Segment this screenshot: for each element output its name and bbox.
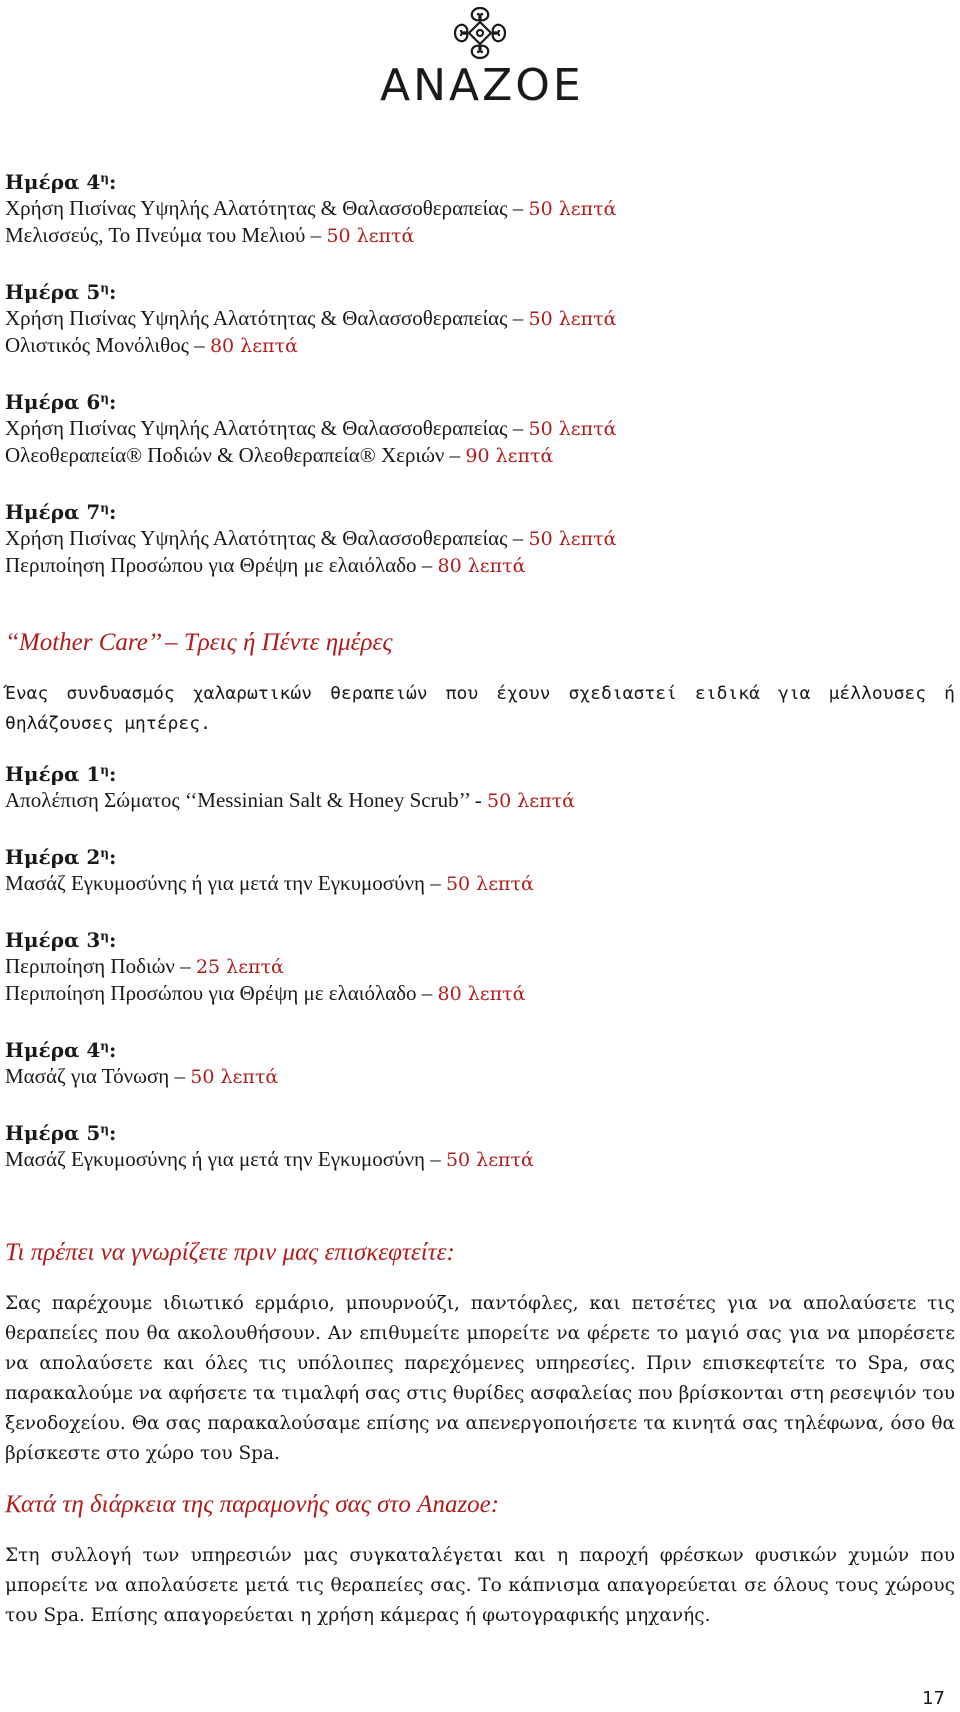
treatment-name: Μασάζ Εγκυμοσύνης ή για μετά την Εγκυμοσύνη –: [5, 871, 446, 895]
day-label: Ημέρα 6: [5, 390, 101, 414]
treatment-duration: 50 λεπτά: [445, 1149, 534, 1171]
day-ordinal: η: [100, 1039, 109, 1053]
treatment-duration: 90 λεπτά: [465, 445, 554, 467]
treatment-name: Περιποίηση Ποδιών –: [5, 954, 196, 978]
day-heading: [5, 495, 955, 525]
treatment-name: Χρήση Πισίνας Υψηλής Αλατότητας & Θαλασσοθεραπείας –: [5, 416, 529, 440]
treatment-row: [5, 525, 955, 552]
treatment-row: [5, 415, 955, 442]
treatment-row: [5, 953, 955, 980]
day-heading: [5, 1116, 955, 1146]
treatment-duration: 25 λεπτά: [195, 956, 284, 978]
day-ordinal: η: [100, 501, 109, 515]
program-days: [5, 165, 955, 579]
day-label: Ημέρα 5: [5, 1121, 101, 1145]
treatment-duration: 50 λεπτά: [487, 790, 575, 812]
treatment-row: [5, 222, 955, 249]
before-visit-title: Τι πρέπει να γνωρίζετε πριν μας επισκεφτείτε:: [5, 1239, 455, 1266]
day-colon: :: [109, 1121, 117, 1145]
day-ordinal: η: [100, 1122, 109, 1136]
treatment-name: Περιποίηση Προσώπου για Θρέψη με ελαιόλαδο –: [5, 553, 438, 577]
during-stay-title: Κατά τη διάρκεια της παραμονής σας στο Anazoe:: [5, 1491, 500, 1518]
treatment-name: Μελισσεύς, Το Πνεύμα του Μελιού –: [5, 223, 327, 247]
treatment-row: [5, 870, 955, 897]
treatment-duration: 50 λεπτά: [445, 873, 534, 895]
day-ordinal: η: [100, 929, 109, 943]
treatment-name: Μασάζ Εγκυμοσύνης ή για μετά την Εγκυμοσύνη –: [5, 1147, 446, 1171]
treatment-duration: 80 λεπτά: [437, 555, 526, 577]
day-colon: :: [109, 170, 117, 194]
day-colon: :: [109, 390, 117, 414]
treatment-row: [5, 305, 955, 332]
mother-care-days: [5, 757, 955, 1173]
day-heading: [5, 923, 955, 953]
before-visit-text: Σας παρέχουμε ιδιωτικό ερμάριο, μπουρνούζι, παντόφλες, και πετσέτες για να απολαύσετε τις θεραπείες που θα ακολουθήσουν. Αν επιθυμείτε μπορείτε να φέρετε το μαγιό σας για να μπορέσετε να απολαύσετε και όλες τις υπόλοιπες παρεχόμενες υπηρεσίες. Πριν επισκεφτείτε το Spa, σας παρακαλούμε να αφήσετε τα τιμαλφή σας στις θυρίδες ασφαλείας που βρίσκονται στη ρεσεψιόν του ξενοδοχείου. Θα σας παρακαλούσαμε επίσης να απενεργοποιήσετε τα κινητά σας τηλέφωνα, όσο θα βρίσκεστε στο χώρο του Spa.: [5, 1293, 955, 1464]
treatment-duration: 50 λεπτά: [326, 225, 415, 247]
day-heading: [5, 840, 955, 870]
day-heading: [5, 757, 955, 787]
day-label: Ημέρα 1: [5, 762, 101, 786]
treatment-duration: 50 λεπτά: [528, 198, 617, 220]
treatment-row: [5, 332, 955, 359]
day-ordinal: η: [100, 171, 109, 185]
day-colon: :: [109, 845, 117, 869]
day-block: [5, 923, 955, 1007]
day-colon: :: [109, 1038, 117, 1062]
day-block: [5, 165, 955, 249]
day-block: [5, 495, 955, 579]
treatment-row: [5, 980, 955, 1007]
day-heading: [5, 165, 955, 195]
treatment-name: Μασάζ για Τόνωση –: [5, 1064, 191, 1088]
treatment-duration: 50 λεπτά: [528, 528, 617, 550]
treatment-name: Ολεοθεραπεία® Ποδιών & Ολεοθεραπεία® Χεριών –: [5, 443, 466, 467]
day-colon: :: [109, 928, 117, 952]
treatment-duration: 50 λεπτά: [190, 1066, 279, 1088]
treatment-row: [5, 787, 955, 814]
day-label: Ημέρα 4: [5, 170, 101, 194]
treatment-row: [5, 552, 955, 579]
day-label: Ημέρα 3: [5, 928, 101, 952]
treatment-name: Απολέπιση Σώματος ‘‘Messinian Salt & Honey Scrub’’ -: [5, 788, 487, 812]
page-content: [5, 165, 955, 1631]
day-ordinal: η: [100, 846, 109, 860]
day-heading: [5, 275, 955, 305]
day-block: [5, 840, 955, 897]
day-label: Ημέρα 5: [5, 280, 101, 304]
day-ordinal: η: [100, 391, 109, 405]
ornament-icon: [445, 4, 515, 62]
day-block: [5, 1116, 955, 1173]
page-number: 17: [922, 1688, 945, 1709]
day-block: [5, 385, 955, 469]
day-block: [5, 1033, 955, 1090]
treatment-name: Χρήση Πισίνας Υψηλής Αλατότητας & Θαλασσοθεραπείας –: [5, 306, 529, 330]
day-heading: [5, 385, 955, 415]
day-label: Ημέρα 4: [5, 1038, 101, 1062]
mother-care-intro: Ένας συνδυασμός χαλαρωτικών θεραπειών που έχουν σχεδιαστεί ειδικά για μέλλουσες ή θηλάζουσες μητέρες.: [5, 683, 955, 734]
treatment-name: Περιποίηση Προσώπου για Θρέψη με ελαιόλαδο –: [5, 981, 438, 1005]
treatment-name: Χρήση Πισίνας Υψηλής Αλατότητας & Θαλασσοθεραπείας –: [5, 526, 529, 550]
treatment-duration: 50 λεπτά: [528, 308, 617, 330]
day-label: Ημέρα 7: [5, 500, 101, 524]
day-colon: :: [109, 762, 117, 786]
day-label: Ημέρα 2: [5, 845, 101, 869]
treatment-row: [5, 1063, 955, 1090]
during-stay-text: Στη συλλογή των υπηρεσιών μας συγκαταλέγεται και η παροχή φρέσκων φυσικών χυμών που μπορείτε να απολαύσετε μετά τις θεραπείες σας. Το κάπνισμα απαγορεύεται σε όλους τους χώρους του Spa. Επίσης απαγορεύεται η χρήση κάμερας ή φωτογραφικής μηχανής.: [5, 1545, 955, 1626]
treatment-row: [5, 1146, 955, 1173]
brand-name: ANAZOE: [380, 60, 584, 111]
day-colon: :: [109, 280, 117, 304]
day-ordinal: η: [100, 763, 109, 777]
treatment-duration: 80 λεπτά: [437, 983, 526, 1005]
treatment-name: Χρήση Πισίνας Υψηλής Αλατότητας & Θαλασσοθεραπείας –: [5, 196, 529, 220]
treatment-row: [5, 195, 955, 222]
day-colon: :: [109, 500, 117, 524]
day-block: [5, 757, 955, 814]
day-block: [5, 275, 955, 359]
day-heading: [5, 1033, 955, 1063]
treatment-duration: 50 λεπτά: [528, 418, 617, 440]
treatment-name: Ολιστικός Μονόλιθος –: [5, 333, 210, 357]
brand-logo: [380, 4, 584, 116]
day-ordinal: η: [100, 281, 109, 295]
treatment-duration: 80 λεπτά: [209, 335, 298, 357]
mother-care-title: ‘‘Mother Care’’ – Τρεις ή Πέντε ημέρες: [5, 629, 393, 656]
treatment-row: [5, 442, 955, 469]
